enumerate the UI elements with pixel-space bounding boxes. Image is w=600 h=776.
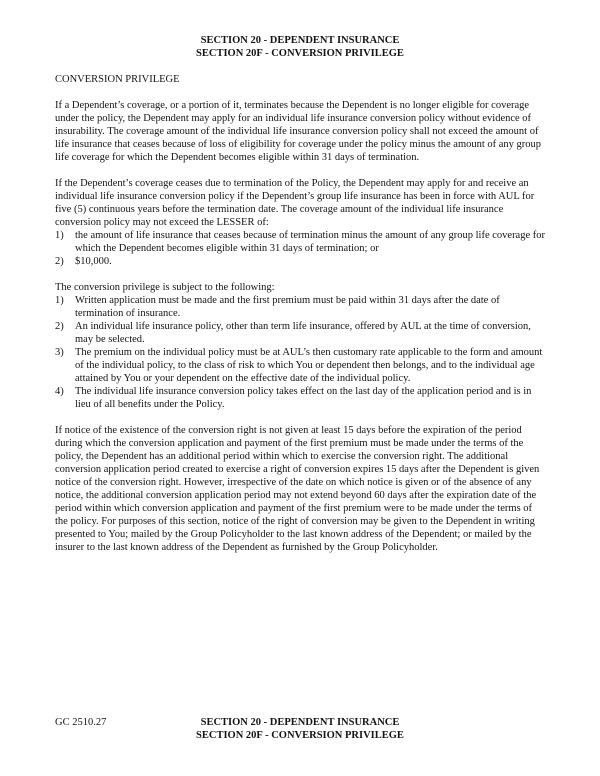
list-item-number: 1) xyxy=(55,295,64,306)
paragraph-1-text: If a Dependent’s coverage, or a portion of it, terminates because the Dependent is no longer eligible for coverage under the policy, the Dependent may apply for an individual life insurance conversion policy without evidence of insurability. The coverage amount of the individual life insurance conversion policy shall not exceed the amount of life insurance that ceases because of loss of eligibility for coverage under the policy minus the amount of any group life coverage for which the Dependent becomes eligible within 31 days of termination. xyxy=(55,100,542,163)
list-item xyxy=(55,346,545,385)
paragraph-4 xyxy=(55,424,545,554)
list-item-number: 3) xyxy=(55,347,64,358)
list-item-number: 2) xyxy=(55,256,64,267)
list-item xyxy=(55,294,545,320)
list-item-text: An individual life insurance policy, other than term life insurance, offered by AUL at the time of conversion, may be selected. xyxy=(75,321,531,345)
list-item-text: $10,000. xyxy=(75,256,112,267)
list-item-text: The premium on the individual policy must be at AUL’s then customary rate applicable to the form and amount of the individual policy, to the class of risk to which You or dependent then belongs, and to the individual age attained by You or your dependent on the effective date of the individual policy. xyxy=(75,347,543,384)
paragraph-2 xyxy=(55,177,545,268)
header-line-2: SECTION 20F - CONVERSION PRIVILEGE xyxy=(196,48,404,59)
list-item xyxy=(55,255,545,268)
section-heading: CONVERSION PRIVILEGE xyxy=(55,74,180,85)
document-header xyxy=(55,34,545,60)
list-item xyxy=(55,385,545,411)
paragraph-2-intro: If the Dependent’s coverage ceases due to termination of the Policy, the Dependent may apply for and receive an individual life insurance conversion policy if the Dependent’s group life insurance has been in force with AUL for five (5) continuous years before the termination date. The coverage amount of the individual life insurance conversion policy may not exceed the LESSER of: xyxy=(55,178,535,228)
footer-line-2: SECTION 20F - CONVERSION PRIVILEGE xyxy=(196,730,404,741)
footer-center xyxy=(55,716,545,742)
paragraph-4-text: If notice of the existence of the conversion right is not given at least 15 days before the expiration of the period during which the conversion application and payment of the first premium must be made under the terms of the policy, the Dependent has an additional period within which to exercise the conversion right. The additional conversion application period created to exercise a right of conversion expires 15 days after the Dependent is given notice of the conversion right. However, irrespective of the date on which notice is given or of the absence of any notice, the additional conversion application period may not extend beyond 60 days after the expiration date of the period within which conversion application and payment of the first premium were to be made under the terms of the policy. For purposes of this section, notice of the right of conversion may be given to the Dependent in writing presented to You; mailed by the Group Policyholder to the last known address of the Dependent; or mailed by the insurer to the last known address of the Dependent as furnished by the Group Policyholder. xyxy=(55,425,540,553)
list-item xyxy=(55,229,545,255)
list-item-text: Written application must be made and the first premium must be paid within 31 days after the date of termination of insurance. xyxy=(75,295,500,319)
footer-line-1: SECTION 20 - DEPENDENT INSURANCE xyxy=(200,717,400,728)
list-item-number: 2) xyxy=(55,321,64,332)
document-code: GC 2510.27 xyxy=(55,717,107,728)
list-item xyxy=(55,320,545,346)
list-item-number: 4) xyxy=(55,386,64,397)
paragraph-3-intro: The conversion privilege is subject to the following: xyxy=(55,282,275,293)
document-footer xyxy=(55,716,545,742)
header-line-1: SECTION 20 - DEPENDENT INSURANCE xyxy=(200,35,400,46)
list-item-text: The individual life insurance conversion policy takes effect on the last day of the application period and is in lieu of all benefits under the Policy. xyxy=(75,386,532,410)
paragraph-3 xyxy=(55,281,545,411)
list-item-text: the amount of life insurance that ceases because of termination minus the amount of any group life coverage for which the Dependent becomes eligible within 31 days of termination; or xyxy=(75,230,545,254)
list-item-number: 1) xyxy=(55,230,64,241)
paragraph-1 xyxy=(55,99,545,164)
